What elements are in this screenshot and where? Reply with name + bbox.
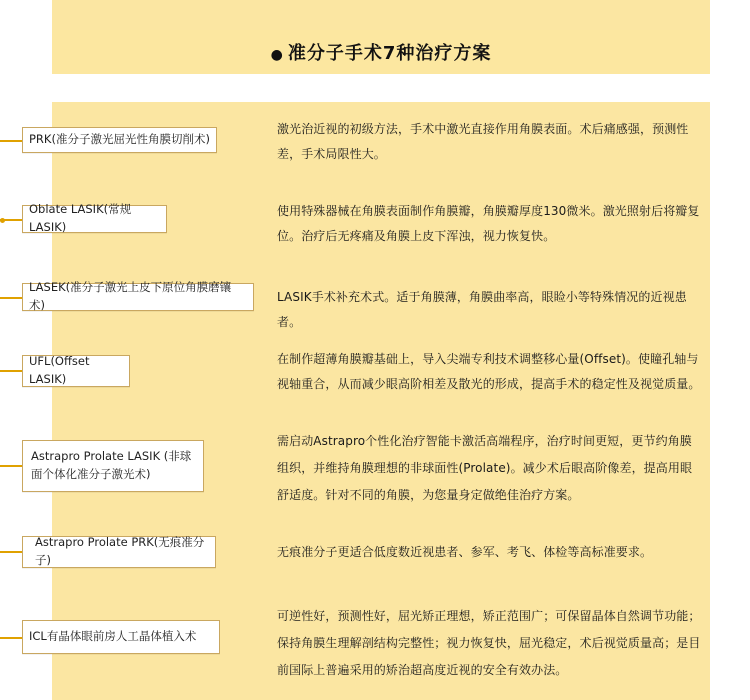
treatment-label-text: Astrapro Prolate PRK(无痕准分子) — [35, 535, 205, 567]
treatment-label-text: Astrapro Prolate LASIK (非球面个体化准分子激光术) — [31, 449, 192, 481]
treatment-description-icl: 可逆性好，预测性好，屈光矫正理想，矫正范围广；可保留晶体自然调节功能；保持角膜生理解剖结构完整性；视力恢复快，屈光稳定，术后视觉质量高；是目前国际上普遍采用的矫治超高度近视的安全有效办法。 — [277, 609, 701, 677]
treatment-description-lasek: LASIK手术补充术式。适于角膜薄，角膜曲率高，眼睑小等特殊情况的近视患者。 — [277, 290, 687, 329]
treatment-label-text: PRK(准分子激光屈光性角膜切削术) — [29, 132, 210, 147]
treatment-label-astrapro-prk — [22, 536, 216, 568]
page-title — [271, 39, 492, 65]
title-bar — [52, 30, 710, 74]
treatment-label-lasek — [22, 280, 254, 312]
treatment-label-text: Oblate LASIK(常规LASIK) — [29, 202, 132, 234]
treatment-label-ufl — [22, 355, 130, 387]
treatment-label-text: LASEK(准分子激光上皮下原位角膜磨镶术) — [29, 280, 232, 312]
page-title-text: 准分子手术7种治疗方案 — [287, 43, 492, 64]
leader-line — [0, 219, 22, 221]
treatment-label-text: ICL有晶体眼前房人工晶体植入术 — [29, 629, 197, 644]
treatment-description-ufl: 在制作超薄角膜瓣基础上，导入尖端专利技术调整移心量(Offset)。使瞳孔轴与视轴重合，从而减少眼高阶相差及散光的形成，提高手术的稳定性及视觉质量。 — [277, 352, 701, 391]
treatment-description-prk: 激光治近视的初级方法，手术中激光直接作用角膜表面。术后痛感强，预测性差，手术局限性大。 — [277, 122, 689, 161]
leader-line — [0, 637, 22, 639]
title-bullet: ● — [270, 47, 284, 63]
treatment-label-prk — [22, 127, 217, 153]
treatment-label-oblate-lasik — [22, 202, 167, 234]
leader-line — [0, 140, 22, 142]
treatment-description-astrapro-lasik: 需启动Astrapro个性化治疗智能卡激活高端程序，治疗时间更短，更节约角膜组织，并维持角膜理想的非球面性(Prolate)。减少术后眼高阶像差，提高用眼舒适度。针对不同的角膜，为您量身定做绝佳治疗方案。 — [277, 434, 693, 502]
treatment-label-text: UFL(Offset LASIK) — [29, 354, 90, 386]
leader-line — [0, 465, 22, 467]
leader-line — [0, 297, 22, 299]
leader-line — [0, 370, 22, 372]
title-divider — [52, 74, 710, 102]
treatment-description-astrapro-prk: 无痕准分子更适合低度数近视患者、参军、考飞、体检等高标准要求。 — [277, 545, 653, 559]
treatment-label-astrapro-lasik — [22, 440, 204, 492]
leader-line — [0, 551, 22, 553]
treatment-description-oblate-lasik: 使用特殊器械在角膜表面制作角膜瓣，角膜瓣厚度130微米。激光照射后将瓣复位。治疗后无疼痛及角膜上皮下浑浊，视力恢复快。 — [277, 204, 700, 243]
treatment-label-icl — [22, 620, 220, 654]
